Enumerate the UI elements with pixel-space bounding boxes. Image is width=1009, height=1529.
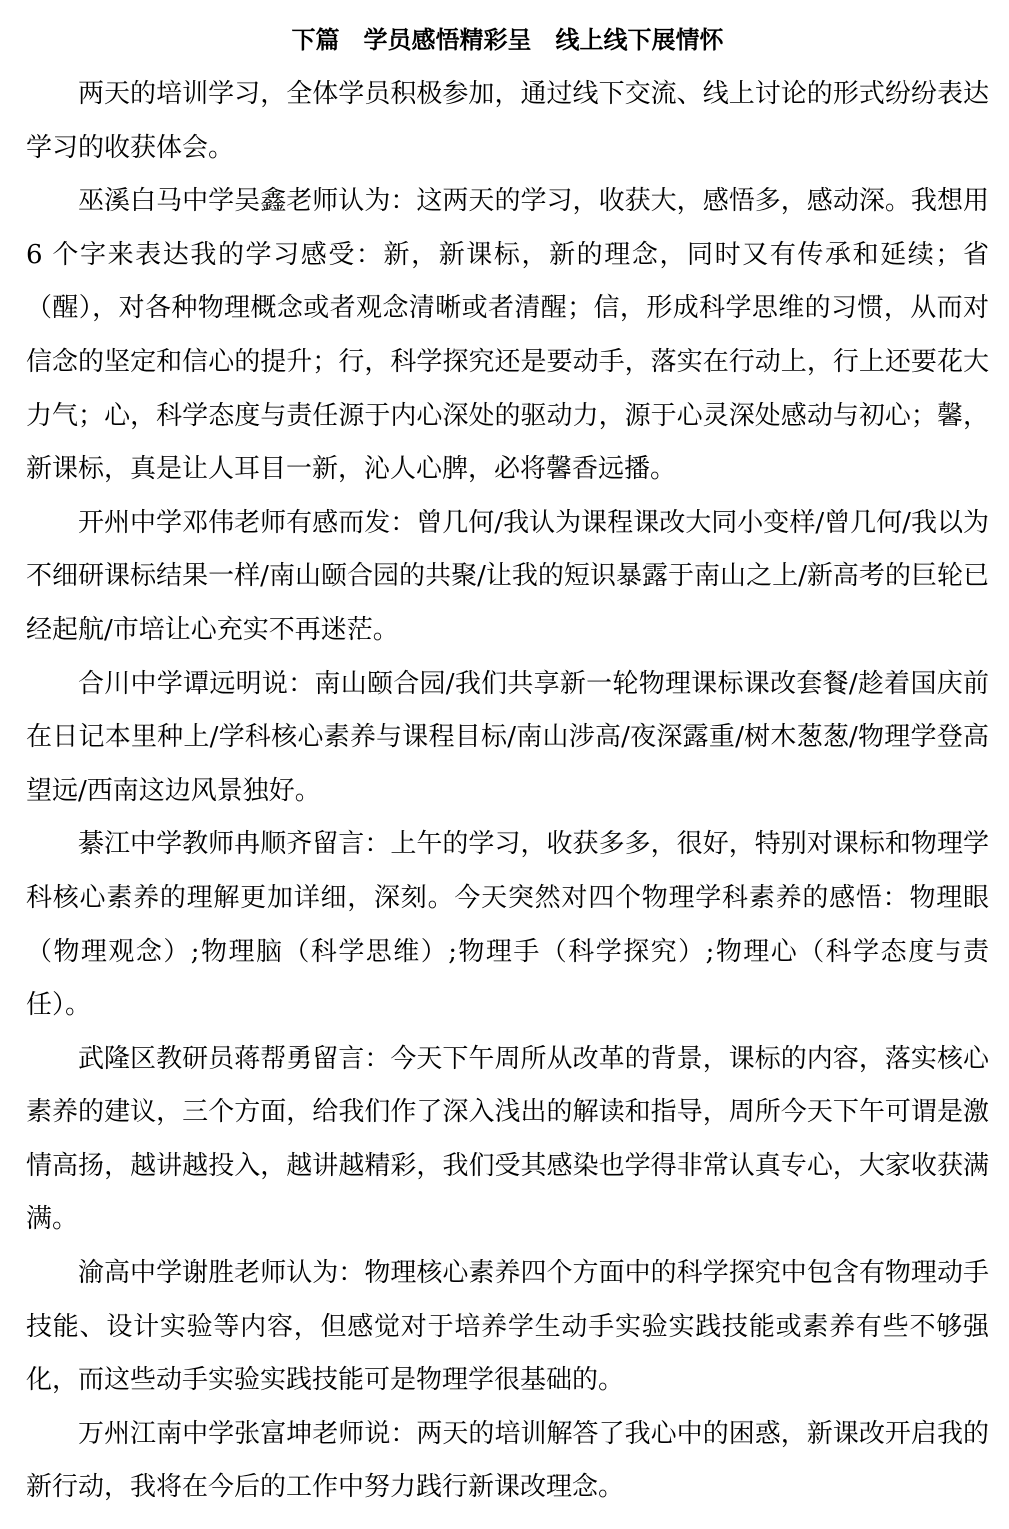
paragraph-wu-xin: 巫溪白马中学吴鑫老师认为：这两天的学习，收获大，感悟多，感动深。我想用 6 个字来表达我的学习感受：新，新课标，新的理念，同时又有传承和延续；省（醒），对各种物理概念或者观念清晰或者清醒；信，形成科学思维的习惯，从而对信念的坚定和信心的提升；行，科学探究还是要动手，落实在行动上，行上还要花大力气；心，科学态度与责任源于内心深处的驱动力，源于心灵深处感动与初心；馨，新课标，真是让人耳目一新，沁人心脾，必将馨香远播。 xyxy=(26,186,989,485)
paragraph-intro: 两天的培训学习，全体学员积极参加，通过线下交流、线上讨论的形式纷纷表达学习的收获体会。 xyxy=(26,79,989,163)
paragraph-tan-yuanming: 合川中学谭远明说：南山颐合园/我们共享新一轮物理课标课改套餐/趁着国庆前在日记本里种上/学科核心素养与课程目标/南山涉高/夜深露重/树木葱葱/物理学登高望远/西南这边风景独好。 xyxy=(26,668,989,806)
paragraph-jiang-bangyong: 武隆区教研员蒋帮勇留言：今天下午周所从改革的背景，课标的内容，落实核心素养的建议，三个方面，给我们作了深入浅出的解读和指导，周所今天下午可谓是激情高扬，越讲越投入，越讲越精彩，我们受其感染也学得非常认真专心，大家收获满满。 xyxy=(26,1043,989,1235)
section-title: 下篇 学员感悟精彩呈 线上线下展情怀 xyxy=(291,26,724,54)
paragraph-deng-wei: 开州中学邓伟老师有感而发：曾几何/我认为课程课改大同小变样/曾几何/我以为不细研课标结果一样/南山颐合园的共聚/让我的短识暴露于南山之上/新高考的巨轮已经起航/市培让心充实不再迷茫。 xyxy=(26,507,989,645)
paragraph-zhang-fukun: 万州江南中学张富坤老师说：两天的培训解答了我心中的困惑，新课改开启我的新行动，我将在今后的工作中努力践行新课改理念。 xyxy=(26,1418,989,1503)
paragraph-xie-sheng: 渝高中学谢胜老师认为：物理核心素养四个方面中的科学探究中包含有物理动手技能、设计实验等内容，但感觉对于培养学生动手实验实践技能或素养有些不够强化，而这些动手实验实践技能可是物理学很基础的。 xyxy=(26,1258,989,1396)
paragraph-ran-shunqi: 綦江中学教师冉顺齐留言：上午的学习，收获多多，很好，特别对课标和物理学科核心素养的理解更加详细，深刻。今天突然对四个物理学科素养的感悟：物理眼（物理观念）;物理脑（科学思维）;物理手（科学探究）;物理心（科学态度与责任）。 xyxy=(26,829,989,1021)
